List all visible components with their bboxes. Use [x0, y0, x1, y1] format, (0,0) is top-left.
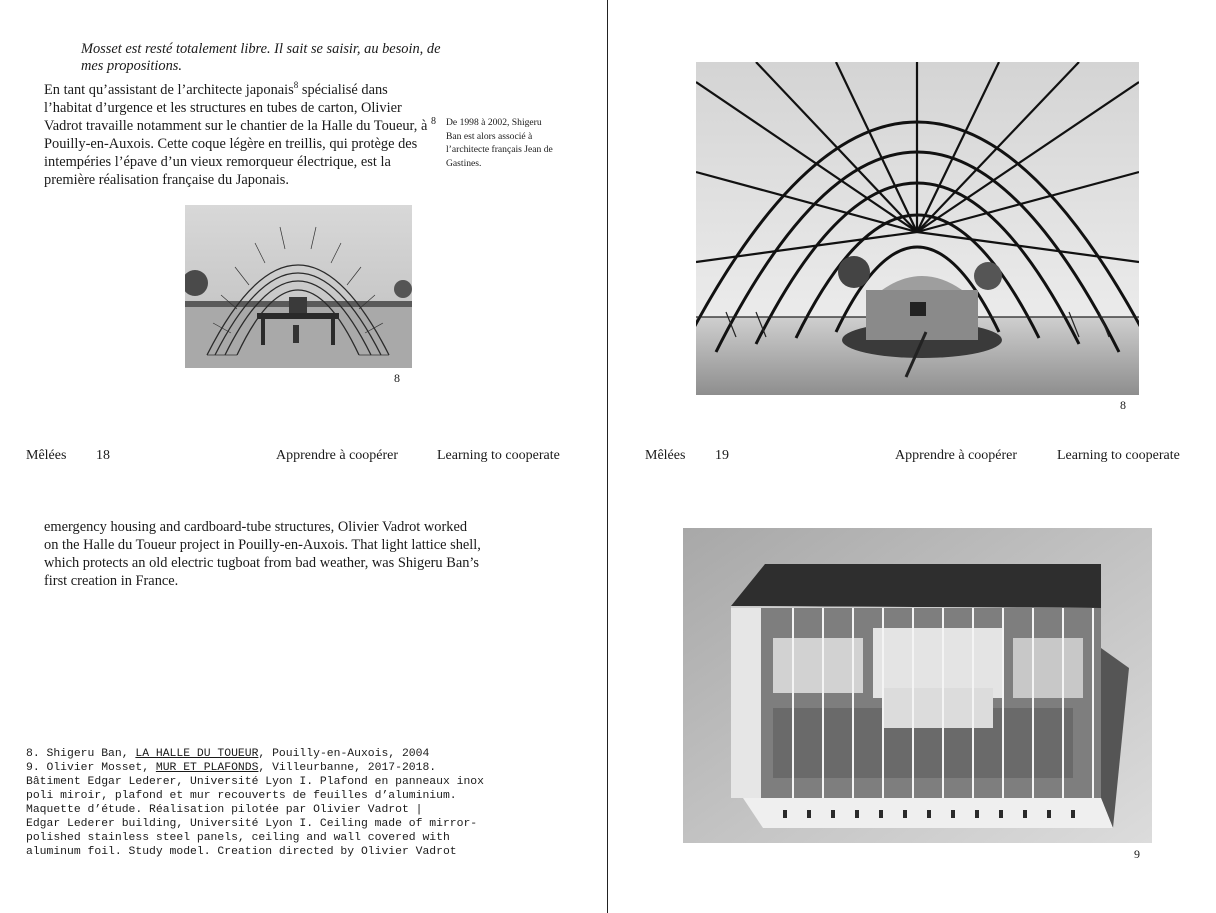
figure-number: 8: [394, 371, 400, 385]
running-title-left: Mêlées: [26, 448, 67, 463]
body-text-english: emergency housing and cardboard-tube structures, Olivier Vadrot worked on the Halle du Toueur project in Pouilly-en-Auxois. That light lattice shell, which protects an old electric tugboat from bad weather, was Shigeru Ban’s first creation in France.: [44, 519, 481, 589]
study-model-illustration: [683, 528, 1152, 843]
right-page: [608, 0, 1216, 913]
running-title-french: Apprendre à coopérer: [276, 448, 399, 463]
footnote-number: 8: [431, 116, 436, 127]
halle-exterior-illustration: [185, 205, 412, 368]
body-text-french: En tant qu’assistant de l’architecte japonais$^8$ spécialisé dans l’habitat d’urgence et les structures en tubes de carton, Olivier Vadrot travaille notamment sur le chantier de la Halle du Toueur, à Pouilly-en-Auxois. Cette coque légère en treillis, qui protège des intempéries l’épave d’un vieux remorqueur électrique, est la première réalisation française du Japonais.: [44, 80, 428, 188]
caption-9-english: Edgar Lederer building, Université Lyon I. Ceiling made of mirror-polished stainless steel panels, ceiling and wall covered with aluminum foil. Study model. Creation directed by Olivier Vadrot: [26, 818, 478, 858]
pull-quote: Mosset est resté totalement libre. Il sait se saisir, au besoin, de mes propositions.: [81, 41, 441, 74]
caption-8-title: LA HALLE DU TOUEUR: [135, 748, 259, 760]
figure-bottom-number: 9: [1134, 847, 1140, 861]
figure-captions: 8. Shigeru Ban, LA HALLE DU TOUEUR, Pouilly-en-Auxois, 2004 9. Olivier Mosset, MUR ET PLAFONDS, Villeurbanne, 2017-2018. Bâtiment Edgar Lederer, Université Lyon I. Plafond en panneaux inox poli miroir, plafond et mur recouverts de feuilles d’aluminium. Maquette d’étude. Réalisation pilotée par Olivier Vadrot | Edgar Lederer building, Université Lyon I. Ceiling made of mirror-polished stainless steel panels, ceiling and wall covered with aluminum foil. Study model. Creation directed by Olivier Vadrot: [26, 748, 484, 858]
figure-top-number: 8: [1120, 398, 1126, 412]
halle-photo-large: [696, 62, 1139, 395]
footnote-ref: 8: [293, 80, 299, 90]
page-number: 19: [715, 448, 729, 463]
page-number: 18: [96, 448, 110, 463]
study-model-photo: [683, 528, 1152, 843]
halle-interior-illustration: [696, 62, 1139, 395]
caption-9-french: Bâtiment Edgar Lederer, Université Lyon I. Plafond en panneaux inox poli miroir, plafond et mur recouverts de feuilles d’aluminium. Maquette d’étude. Réalisation pilotée par Olivier Vadrot |: [26, 776, 484, 816]
running-title-french: Apprendre à coopérer: [895, 448, 1018, 463]
running-title-english: Learning to cooperate: [437, 448, 560, 463]
halle-photo-small: [185, 205, 412, 368]
footnote-text: De 1998 à 2002, Shigeru Ban est alors associé à l’architecte français Jean de Gastines.: [446, 117, 553, 169]
running-title-left: Mêlées: [645, 448, 686, 463]
running-title-english: Learning to cooperate: [1057, 448, 1180, 463]
caption-9-title: MUR ET PLAFONDS: [155, 762, 259, 774]
